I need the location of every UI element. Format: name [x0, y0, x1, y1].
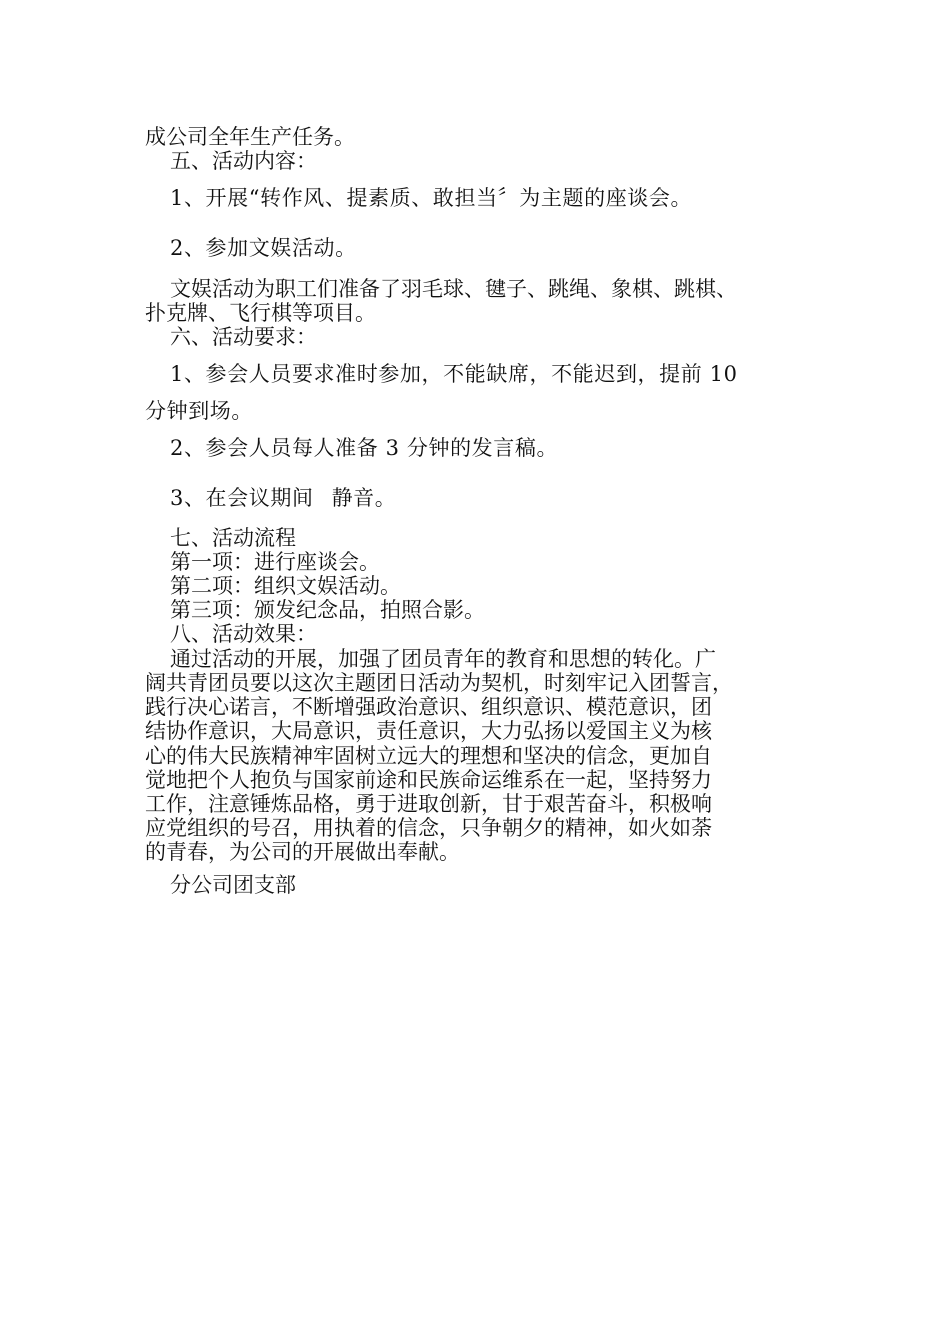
- intro-line: 成公司全年生产任务。: [145, 125, 355, 149]
- effect-line: 觉地把个人抱负与国家前途和民族命运维系在一起，坚持努力: [145, 768, 712, 792]
- section-7-heading: 七、活动流程: [170, 526, 296, 550]
- requirement-3-text-a: 3、在会议期间: [170, 486, 314, 510]
- requirement-1-line-1: 1、参会人员要求准时参加，不能缺席，不能迟到，提前 10: [170, 362, 738, 386]
- effect-line: 心的伟大民族精神牢固树立远大的理想和坚决的信念，更加自: [145, 744, 712, 768]
- effect-line: 工作，注意锤炼品格，勇于进取创新，甘于艰苦奋斗，积极响: [145, 792, 712, 816]
- activity-item-2: 2、参加文娱活动。: [170, 236, 357, 260]
- activity-item-1: 1、开展“转作风、提素质、敢担当〞为主题的座谈会。: [170, 186, 693, 210]
- flow-step-2: 第二项：组织文娱活动。: [170, 574, 401, 598]
- effect-line: 结协作意识，大局意识，责任意识，大力弘扬以爱国主义为核: [145, 719, 712, 743]
- requirement-2: 2、参会人员每人准备 3 分钟的发言稿。: [170, 436, 559, 460]
- entertainment-line-1: 文娱活动为职工们准备了羽毛球、毽子、跳绳、象棋、跳棋、: [170, 277, 737, 301]
- section-6-heading: 六、活动要求：: [170, 325, 317, 349]
- flow-step-1: 第一项：进行座谈会。: [170, 550, 380, 574]
- signature: 分公司团支部: [170, 873, 296, 897]
- effect-line: 应党组织的号召，用执着的信念，只争朝夕的精神，如火如荼: [145, 816, 712, 840]
- requirement-3: [170, 486, 396, 510]
- effect-line: 阔共青团员要以这次主题团日活动为契机，时刻牢记入团誓言，: [145, 671, 733, 695]
- flow-step-3: 第三项：颁发纪念品，拍照合影。: [170, 598, 485, 622]
- requirement-3-text-b: 静音。: [331, 486, 397, 510]
- entertainment-line-2: 扑克牌、飞行棋等项目。: [145, 301, 376, 325]
- section-5-heading: 五、活动内容：: [170, 149, 317, 173]
- effect-line: 通过活动的开展，加强了团员青年的教育和思想的转化。广: [170, 647, 716, 671]
- section-8-heading: 八、活动效果：: [170, 622, 317, 646]
- requirement-1-line-2: 分钟到场。: [145, 399, 253, 423]
- effect-line: 践行决心诺言，不断增强政治意识、组织意识、模范意识，团: [145, 695, 712, 719]
- effect-line: 的青春，为公司的开展做出奉献。: [145, 840, 460, 864]
